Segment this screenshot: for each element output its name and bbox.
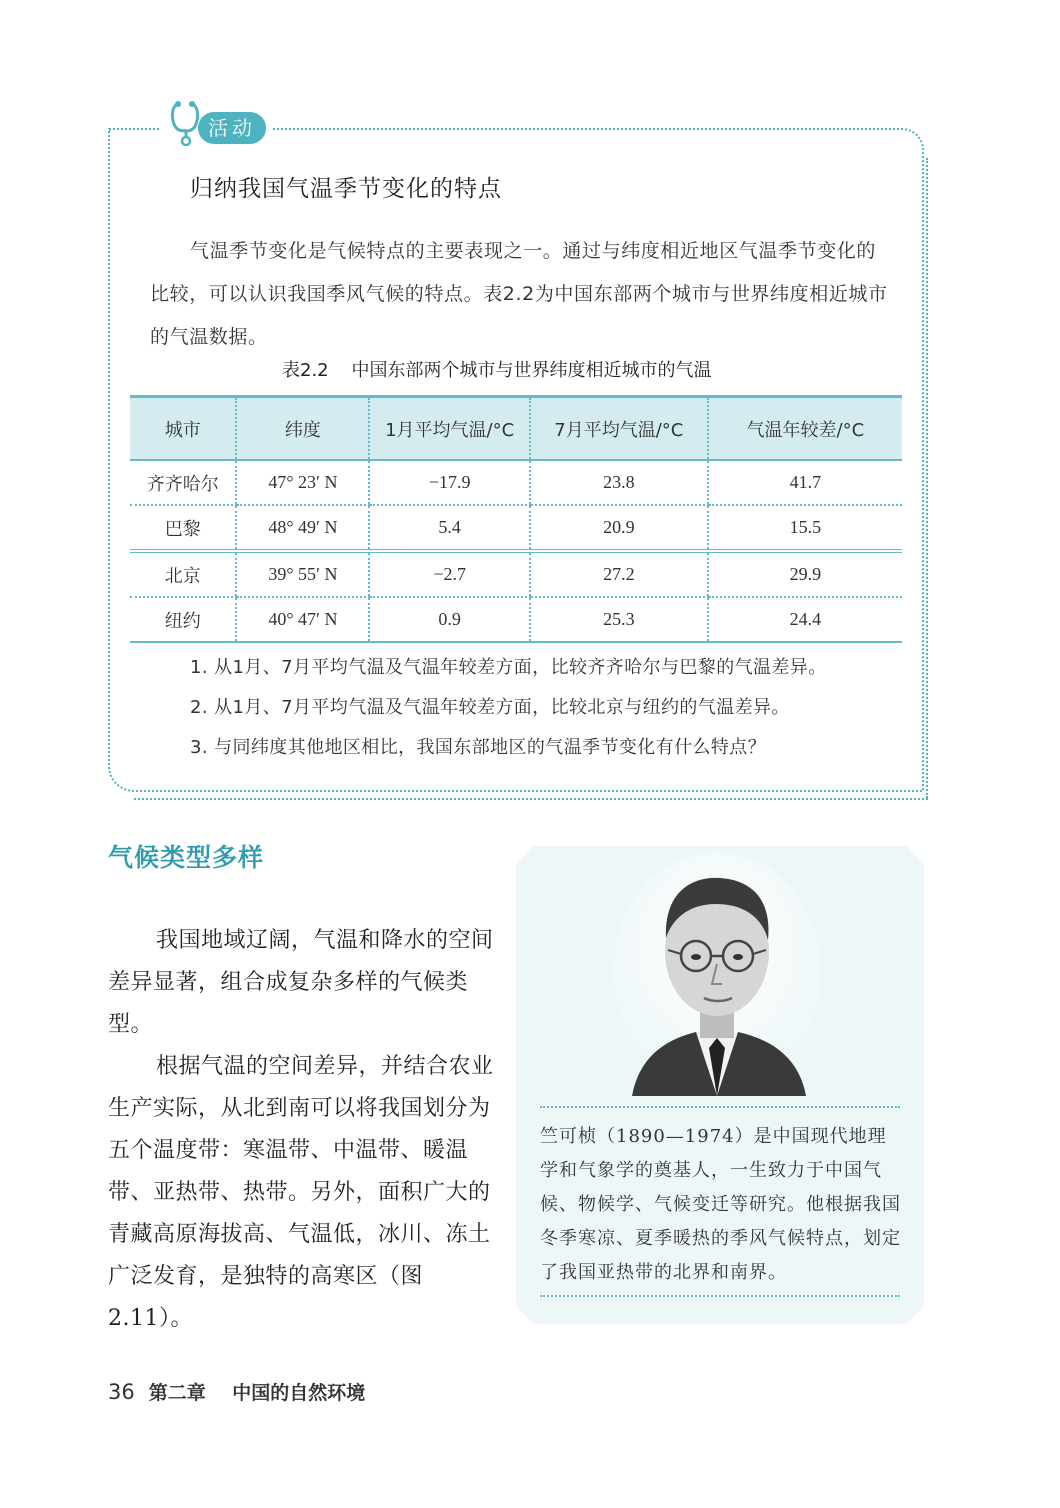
body-paragraph: 我国地域辽阔，气温和降水的空间差异显著，组合成复杂多样的气候类型。 bbox=[108, 928, 494, 1037]
activity-paragraph: 气温季节变化是气候特点的主要表现之一。通过与纬度相近地区气温季节变化的比较，可以认识我国季风气候的特点。表2.2为中国东部两个城市与世界纬度相近城市的气温数据。 bbox=[150, 240, 888, 348]
table-cell: 39° 55′ N bbox=[236, 551, 369, 597]
table-row bbox=[130, 505, 902, 551]
section-body bbox=[108, 920, 500, 1340]
table-cell: 巴黎 bbox=[130, 505, 236, 551]
sidebar-divider bbox=[540, 1295, 900, 1297]
table-cell: 北京 bbox=[130, 551, 236, 597]
table-caption: 表2.2 中国东部两个城市与世界纬度相近城市的气温 bbox=[282, 360, 712, 381]
table-cell: 纽约 bbox=[130, 597, 236, 642]
question-item: 2. 从1月、7月平均气温及气温年较差方面，比较北京与纽约的气温差异。 bbox=[190, 697, 790, 718]
table-header-cell: 纬度 bbox=[236, 397, 369, 461]
table-header-cell: 城市 bbox=[130, 397, 236, 461]
table-row bbox=[130, 460, 902, 505]
chapter-title: 第二章 中国的自然环境 bbox=[148, 1382, 366, 1404]
table-cell: 15.5 bbox=[708, 505, 902, 551]
table-cell: 25.3 bbox=[530, 597, 708, 642]
table-row bbox=[130, 597, 902, 642]
table-cell: 24.4 bbox=[708, 597, 902, 642]
question-item: 3. 与同纬度其他地区相比，我国东部地区的气温季节变化有什么特点？ bbox=[190, 737, 767, 758]
table-cell: 23.8 bbox=[530, 460, 708, 505]
sidebar-divider bbox=[540, 1106, 900, 1108]
activity-box-shadow-right bbox=[926, 158, 928, 798]
body-paragraph: 根据气温的空间差异，并结合农业生产实际，从北到南可以将我国划分为五个温度带：寒温带、中温带、暖温带、亚热带、热带。另外，面积广大的青藏高原海拔高、气温低，冰川、冻土广泛发育，是独特的高寒区（图2.11）。 bbox=[108, 1054, 494, 1331]
table-cell: 齐齐哈尔 bbox=[130, 460, 236, 505]
table-cell: −17.9 bbox=[369, 460, 530, 505]
table-cell: 0.9 bbox=[369, 597, 530, 642]
temperature-table bbox=[130, 395, 902, 643]
table-row bbox=[130, 551, 902, 597]
table-cell: 20.9 bbox=[530, 505, 708, 551]
table-header-cell: 气温年较差/°C bbox=[708, 397, 902, 461]
activity-box-shadow-bottom bbox=[134, 798, 928, 800]
table-cell: 47° 23′ N bbox=[236, 460, 369, 505]
table-header-row bbox=[130, 397, 902, 461]
table-header-cell: 1月平均气温/°C bbox=[369, 397, 530, 461]
table-cell: 40° 47′ N bbox=[236, 597, 369, 642]
page-footer bbox=[108, 1378, 365, 1405]
table-cell: 27.2 bbox=[530, 551, 708, 597]
table-cell: 48° 49′ N bbox=[236, 505, 369, 551]
table-header-cell: 7月平均气温/°C bbox=[530, 397, 708, 461]
sidebar-caption: 竺可桢（1890—1974）是中国现代地理学和气象学的奠基人，一生致力于中国气候、物候学、气候变迁等研究。他根据我国冬季寒凉、夏季暖热的季风气候特点，划定了我国亚热带的北界和南界。 bbox=[540, 1126, 901, 1283]
table-cell: 41.7 bbox=[708, 460, 902, 505]
activity-questions bbox=[190, 648, 827, 768]
table-cell: −2.7 bbox=[369, 551, 530, 597]
page-number: 36 bbox=[108, 1380, 135, 1404]
activity-tag-label: 活动 bbox=[198, 112, 266, 144]
section-title: 气候类型多样 bbox=[108, 843, 265, 872]
question-item: 1. 从1月、7月平均气温及气温年较差方面，比较齐齐哈尔与巴黎的气温差异。 bbox=[190, 657, 827, 678]
portrait-image bbox=[612, 852, 822, 1096]
activity-tag bbox=[160, 100, 272, 150]
table-cell: 29.9 bbox=[708, 551, 902, 597]
activity-title: 归纳我国气温季节变化的特点 bbox=[190, 176, 502, 202]
table-cell: 5.4 bbox=[369, 505, 530, 551]
